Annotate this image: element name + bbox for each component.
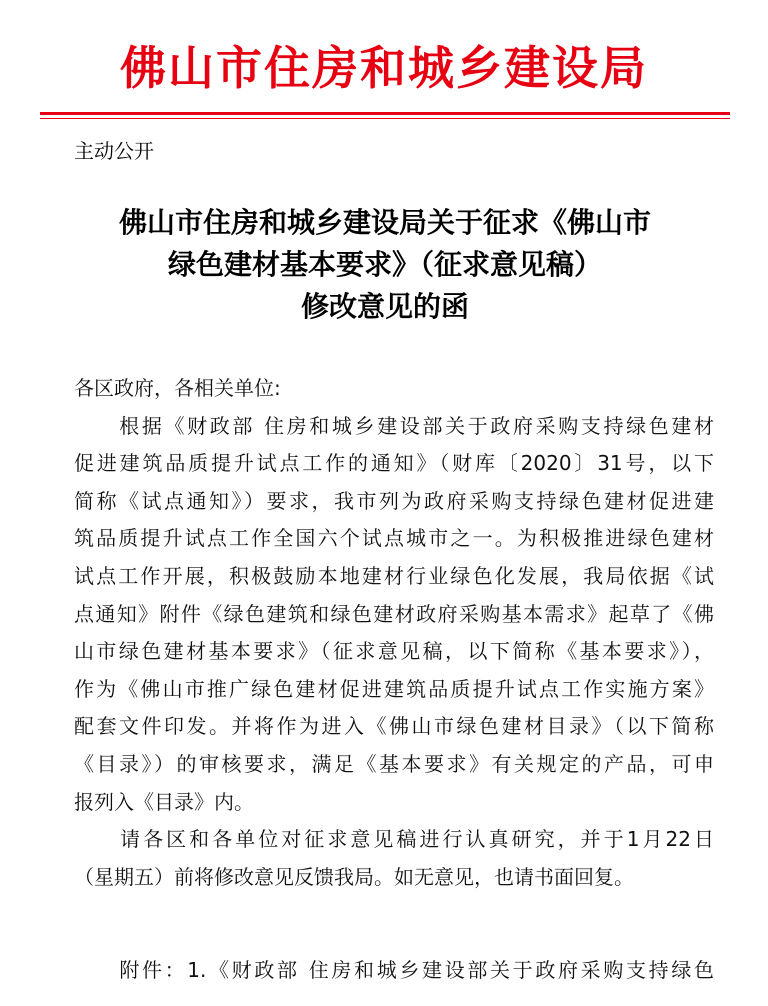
document-body (74, 370, 714, 990)
paragraph-line: 根据《财政部 住房和城乡建设部关于政府采购支持绿色建材 (74, 413, 714, 438)
paragraph-line: 作为《佛山市推广绿色建材促进建筑品质提升试点工作实施方案》 (74, 676, 714, 701)
paragraph-line: 点通知》附件《绿色建筑和绿色建材政府采购基本需求》起草了《佛 (74, 601, 714, 626)
header-red-rule-thin (40, 118, 730, 119)
document-title-line: 修改意见的函 (300, 290, 469, 323)
paragraph-line: 筑品质提升试点工作全国六个试点城市之一。为积极推进绿色建材 (74, 526, 714, 551)
paragraph-line: 山市绿色建材基本要求》（征求意见稿，以下简称《基本要求》）， (74, 639, 714, 664)
salutation: 各区政府，各相关单位: (74, 376, 281, 400)
paragraph-line: 请各区和各单位对征求意见稿进行认真研究，并于1月22日 (74, 827, 714, 852)
document-title (40, 202, 730, 328)
disclosure-label: 主动公开 (74, 139, 154, 163)
paragraph-line: 报列入《目录》内。 (74, 789, 254, 814)
document-title-line: 佛山市住房和城乡建设局关于征求《佛山市 (118, 206, 651, 239)
paragraph-line: 《目录》）的审核要求，满足《基本要求》有关规定的产品，可申 (74, 751, 714, 776)
org-header-title: 佛山市住房和城乡建设局 (120, 41, 648, 95)
paragraph-line: 促进建筑品质提升试点工作的通知》（财库〔2020〕31号，以下 (74, 451, 714, 476)
paragraph-line: 试点工作开展，积极鼓励本地建材行业绿色化发展，我局依据《试 (74, 563, 714, 588)
paragraph-line: 简称《试点通知》）要求，我市列为政府采购支持绿色建材促进建 (74, 488, 714, 513)
paragraph-line: 配套文件印发。并将作为进入《佛山市绿色建材目录》（以下简称 (74, 714, 714, 739)
paragraph-line: （星期五）前将修改意见反馈我局。如无意见，也请书面回复。 (74, 864, 634, 889)
header-red-rule (40, 112, 730, 115)
document-title-line: 绿色建材基本要求》（征求意见稿） (167, 248, 602, 281)
paragraph-gap (74, 896, 714, 952)
attachment-line: 附件：1.《财政部 住房和城乡建设部关于政府采购支持绿色 (74, 958, 714, 983)
